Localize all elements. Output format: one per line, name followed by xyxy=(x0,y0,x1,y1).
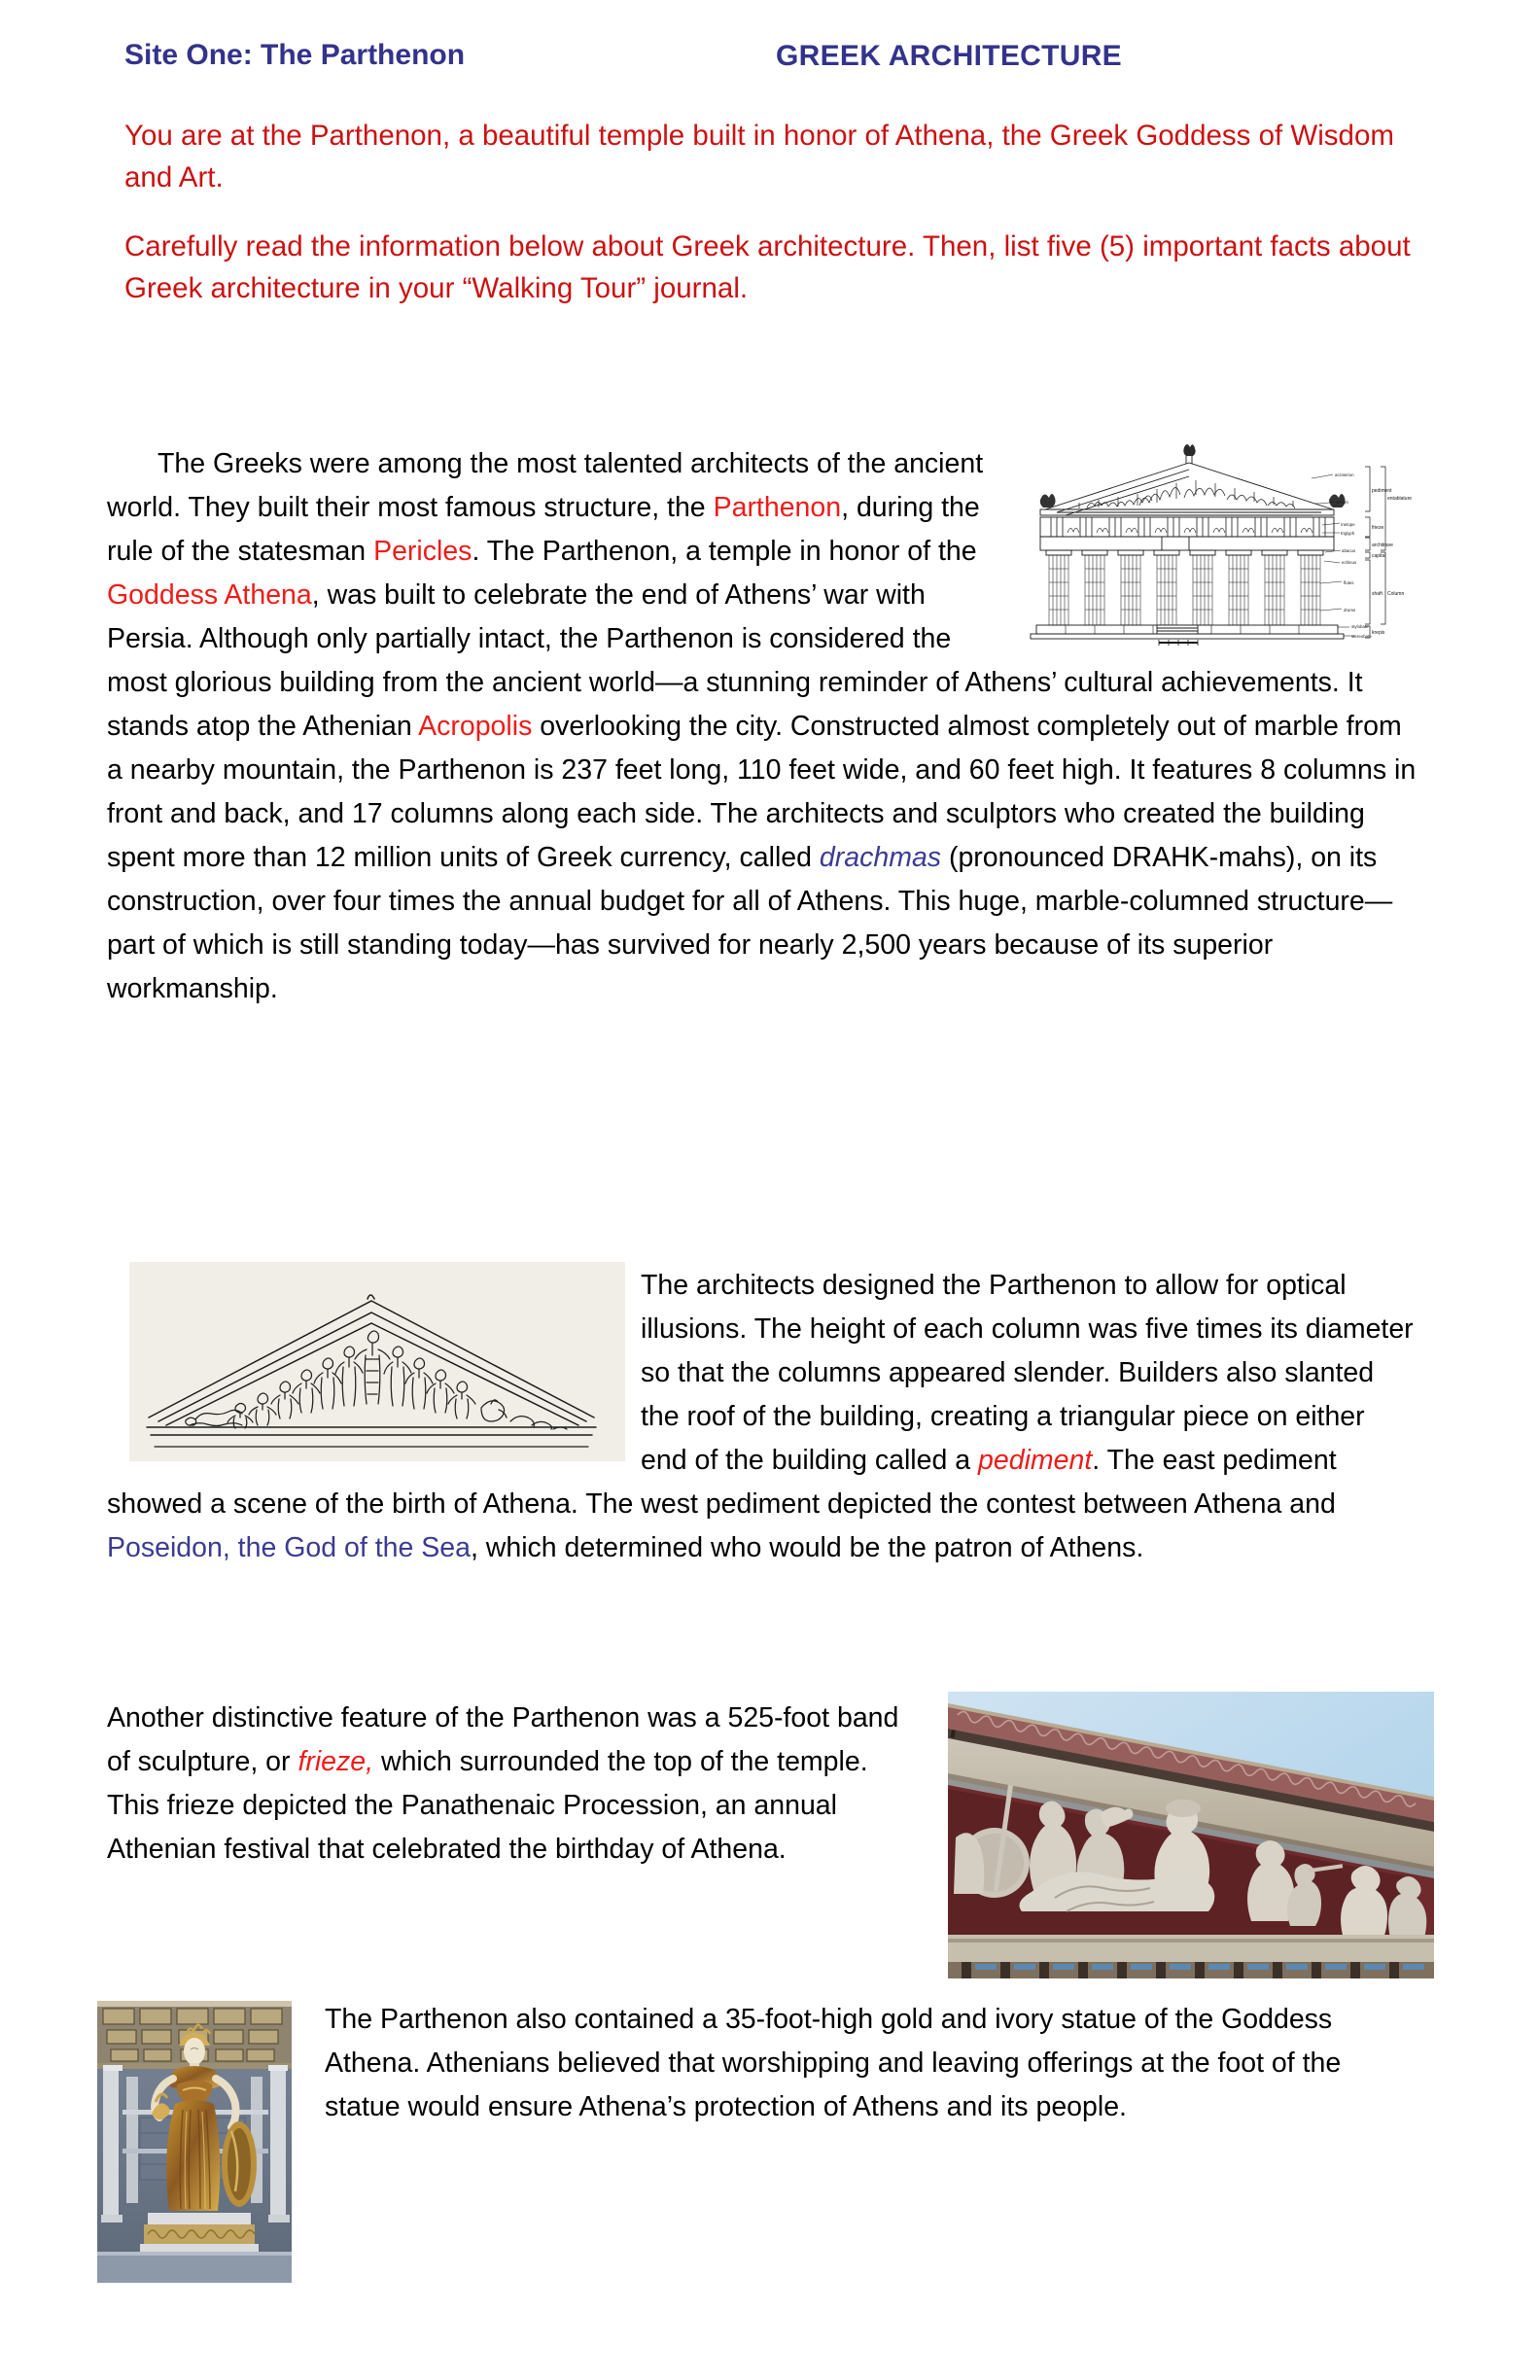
svg-text:capital: capital xyxy=(1372,553,1386,559)
p2-seg-2: . The east pediment showed a scene of the birth of Athena. The west pediment depicted the contest between Athena and xyxy=(107,1445,1337,1520)
svg-text:abacus: abacus xyxy=(1342,548,1356,553)
svg-text:frieze: frieze xyxy=(1372,525,1384,531)
svg-text:pediment: pediment xyxy=(1372,488,1392,494)
page-header xyxy=(124,39,1418,82)
unit-title: GREEK ARCHITECTURE xyxy=(776,40,1122,72)
p1-seg-6: , was built to celebrate the end of Athens’ war with Persia. Although only partially intact, the Parthenon is considered the most glorious building from the ancient world—a stunning reminder of Athens’ cultural achievements. It stands atop the Athenian xyxy=(107,579,1363,742)
svg-text:architrave: architrave xyxy=(1372,542,1393,548)
svg-text:stylobate: stylobate xyxy=(1351,624,1369,629)
p1-term-parthenon: Parthenon xyxy=(713,492,842,523)
svg-text:shaft: shaft xyxy=(1372,591,1382,597)
site-title: Site One: The Parthenon xyxy=(124,39,466,71)
intro-instructions xyxy=(124,115,1427,336)
p1-term-drachmas: drachmas xyxy=(819,842,942,873)
athena-text-wrap-spacer xyxy=(107,2008,301,2285)
svg-text:entablature: entablature xyxy=(1387,496,1413,502)
pediment-text-wrap-spacer xyxy=(128,1264,619,1473)
svg-text:triglyph: triglyph xyxy=(1341,531,1355,536)
body-paragraph-1 xyxy=(107,442,1418,1011)
p3-seg-0: Another distinctive feature of the Parthenon was a 525-foot band of sculpture, or xyxy=(107,1702,899,1777)
svg-text:echinus: echinus xyxy=(1342,560,1357,565)
p1-seg-4: . The Parthenon, a temple in honor of the xyxy=(472,536,977,567)
svg-text:Column: Column xyxy=(1387,591,1405,597)
p2-seg-4: , which determined who would be the patron of Athens. xyxy=(470,1532,1144,1563)
p2-term-pediment: pediment xyxy=(978,1445,1093,1476)
p1-seg-0: The Greeks were among the most talented architects of the ancient world. They built their most famous structure, the xyxy=(107,448,984,523)
p1-term-goddess-athena: Goddess Athena xyxy=(107,579,312,611)
svg-text:krepis: krepis xyxy=(1372,630,1385,636)
frieze-text-wrap-spacer xyxy=(922,1704,1418,2001)
intro-paragraph-2: Carefully read the information below about Greek architecture. Then, list five (5) important facts about Greek architecture in your “Walking Tour” journal. xyxy=(124,230,1411,304)
svg-text:stereobate: stereobate xyxy=(1351,634,1372,639)
p1-term-pericles: Pericles xyxy=(373,536,472,567)
body-paragraph-4 xyxy=(107,1998,1418,2291)
body-paragraph-3 xyxy=(107,1697,1418,2005)
p2-term-poseidon: Poseidon, the God of the Sea xyxy=(107,1532,471,1563)
svg-text:metope: metope xyxy=(1341,522,1355,527)
svg-text:drums: drums xyxy=(1344,608,1356,612)
p3-seg-2: which surrounded the top of the temple. This frieze depicted the Panathenaic Procession, an annual Athenian festival that celebrated the birthday of Athena. xyxy=(107,1746,868,1865)
p1-seg-8: overlooking the city. Constructed almost completely out of marble from a nearby mountain, the Parthenon is 237 feet long, 110 feet wide, and 60 feet high. It features 8 columns in front and back, and 17 columns along each side. The architects and sculptors who created the building spent more than 12 million units of Greek currency, called xyxy=(107,711,1417,873)
p2-seg-0: The architects designed the Parthenon to allow for optical illusions. The height of each column was five times its diameter so that the columns appeared slender. Builders also slanted the roof of the building, creating a triangular piece on either end of the building called a xyxy=(641,1270,1414,1476)
diagram-text-wrap-spacer xyxy=(1009,442,1418,651)
p3-term-frieze: frieze, xyxy=(298,1746,374,1777)
p4-seg-0: The Parthenon also contained a 35-foot-high gold and ivory statue of the Goddess Athena. Athenians believed that worshipping and leaving offerings at the foot of the statue would ensure Athena’s protection of Athens and its people. xyxy=(325,2004,1342,2122)
svg-text:acroterion: acroterion xyxy=(1335,472,1354,477)
p1-seg-2: , during the rule of the statesman xyxy=(107,492,980,567)
svg-text:flutes: flutes xyxy=(1344,580,1354,585)
body-paragraph-2 xyxy=(107,1264,1418,1570)
intro-paragraph-1: You are at the Parthenon, a beautiful temple built in honor of Athena, the Greek Goddess of Wisdom and Art. xyxy=(124,120,1394,193)
svg-text:geison: geison xyxy=(1336,500,1348,505)
p1-seg-10: (pronounced DRAHK-mahs), on its construction, over four times the annual budget for all of Athens. This huge, marble-columned structure—part of which is still standing today—has survived for nearly 2,500 years because of its superior workmanship. xyxy=(107,842,1393,1004)
p1-term-acropolis: Acropolis xyxy=(418,711,533,742)
